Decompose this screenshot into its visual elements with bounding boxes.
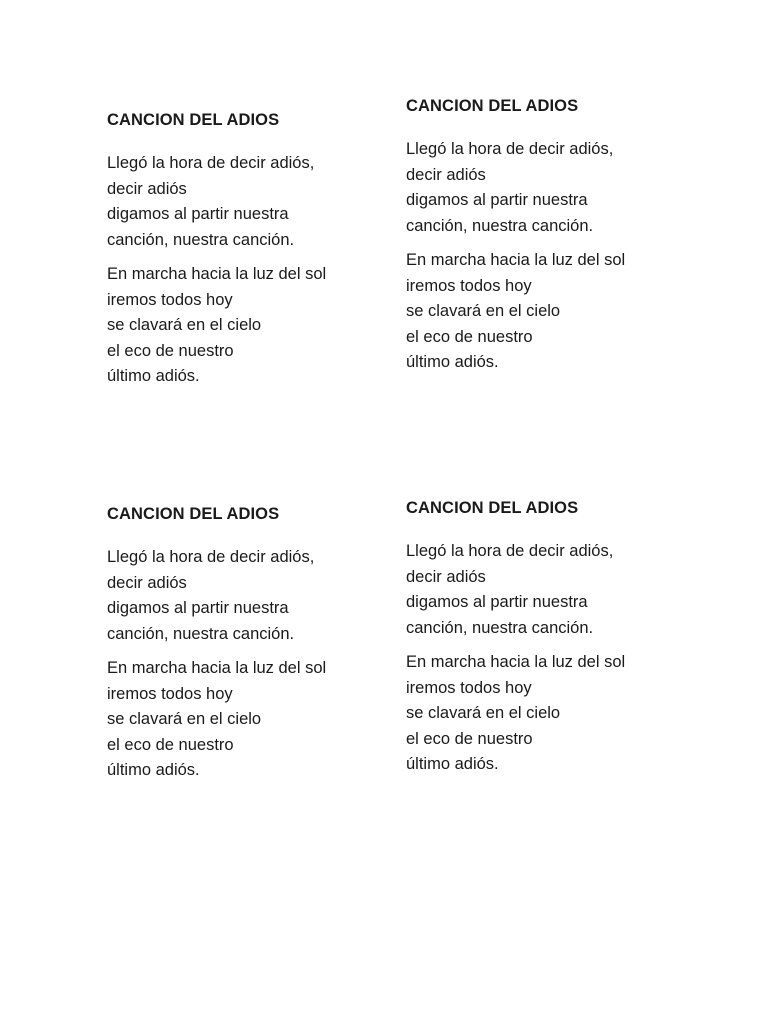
song-block-top-left bbox=[107, 109, 407, 399]
lyric-line: En marcha hacia la luz del sol bbox=[107, 265, 327, 283]
lyric-line: el eco de nuestro bbox=[406, 729, 533, 748]
lyric-line: iremos todos hoy bbox=[107, 684, 233, 703]
stanza-1 bbox=[406, 137, 706, 239]
lyric-line: canción, nuestra canción. bbox=[406, 216, 594, 235]
stanza-1 bbox=[107, 151, 407, 253]
lyric-line: En marcha hacia la luz del sol bbox=[107, 659, 327, 677]
lyric-line: último adiós. bbox=[406, 353, 499, 371]
lyric-line: digamos al partir nuestra bbox=[107, 599, 289, 617]
lyric-line: se clavará en el cielo bbox=[406, 704, 561, 722]
lyric-line: Llegó la hora de decir adiós, bbox=[107, 154, 315, 172]
lyric-line: canción, nuestra canción. bbox=[107, 230, 295, 249]
lyric-line: se clavará en el cielo bbox=[107, 316, 262, 334]
stanza-2 bbox=[406, 650, 706, 778]
song-block-top-right bbox=[406, 95, 706, 385]
lyric-line: decir adiós bbox=[107, 573, 187, 592]
lyric-line: digamos al partir nuestra bbox=[406, 191, 588, 209]
song-title: CANCION DEL ADIOS bbox=[406, 499, 579, 517]
lyric-line: canción, nuestra canción. bbox=[406, 618, 594, 637]
lyric-line: el eco de nuestro bbox=[406, 327, 533, 346]
lyric-line: el eco de nuestro bbox=[107, 735, 234, 754]
lyric-line: En marcha hacia la luz del sol bbox=[406, 251, 626, 269]
lyric-line: En marcha hacia la luz del sol bbox=[406, 653, 626, 671]
stanza-2 bbox=[406, 248, 706, 376]
lyric-line: decir adiós bbox=[406, 567, 486, 586]
lyric-line: último adiós. bbox=[107, 761, 200, 779]
lyric-line: el eco de nuestro bbox=[107, 341, 234, 360]
song-title: CANCION DEL ADIOS bbox=[107, 111, 280, 129]
lyric-line: iremos todos hoy bbox=[107, 290, 233, 309]
lyric-line: digamos al partir nuestra bbox=[107, 205, 289, 223]
lyric-line: iremos todos hoy bbox=[406, 678, 532, 697]
lyric-line: último adiós. bbox=[406, 755, 499, 773]
song-title: CANCION DEL ADIOS bbox=[406, 97, 579, 115]
stanza-2 bbox=[107, 262, 407, 390]
stanza-1 bbox=[107, 545, 407, 647]
song-block-bottom-left bbox=[107, 503, 407, 793]
lyric-line: decir adiós bbox=[107, 179, 187, 198]
lyric-line: canción, nuestra canción. bbox=[107, 624, 295, 643]
lyric-line: se clavará en el cielo bbox=[406, 302, 561, 320]
lyric-line: iremos todos hoy bbox=[406, 276, 532, 295]
lyric-line: digamos al partir nuestra bbox=[406, 593, 588, 611]
lyric-line: Llegó la hora de decir adiós, bbox=[406, 140, 614, 158]
lyric-line: último adiós. bbox=[107, 367, 200, 385]
lyric-line: decir adiós bbox=[406, 165, 486, 184]
lyric-line: Llegó la hora de decir adiós, bbox=[406, 542, 614, 560]
song-title: CANCION DEL ADIOS bbox=[107, 505, 280, 523]
stanza-2 bbox=[107, 656, 407, 784]
lyric-line: se clavará en el cielo bbox=[107, 710, 262, 728]
lyric-line: Llegó la hora de decir adiós, bbox=[107, 548, 315, 566]
stanza-1 bbox=[406, 539, 706, 641]
song-block-bottom-right bbox=[406, 497, 706, 787]
